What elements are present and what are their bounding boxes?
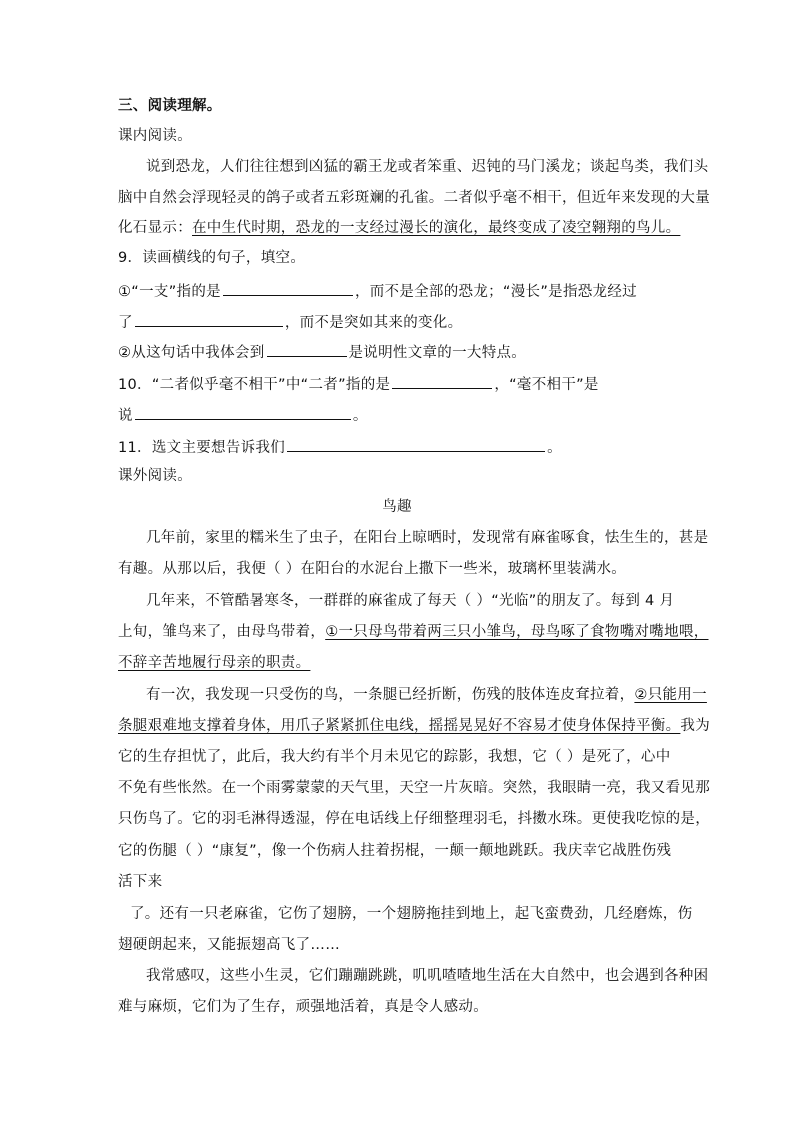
passage2-p2-line-1: 几年来，不管酷暑寒冬，一群群的麻雀成了每天（ ）“光临”的朋友了。每到 4 月 <box>146 593 675 609</box>
passage2-p3-line-6: 它的伤腿（ ）“康复”，像一个伤病人拄着拐棍，一颠一颠地跳跃。我庆幸它战胜伤残 <box>118 843 672 859</box>
passage2-p3-line-2 <box>118 716 710 736</box>
q9-line-2-lead: 了 <box>118 315 133 331</box>
section-title: 三、阅读理解。 <box>118 98 222 114</box>
q9-line-1-lead: ①“一支”指的是 <box>118 284 221 300</box>
passage2-p3-line-2-tail: 我为 <box>680 718 711 734</box>
out-class-reading-label: 课外阅读。 <box>118 468 192 484</box>
q9-line-3-lead: ②从这句话中我体会到 <box>118 345 265 361</box>
passage2-p5-line-2: 难与麻烦，它们为了生存，顽强地活着，真是令人感动。 <box>118 999 488 1015</box>
q10-line-1-tail: ，“毫不相干”是 <box>494 377 599 393</box>
passage1-line-3-lead: 化石显示： <box>118 220 192 236</box>
q9-line-2 <box>118 311 462 333</box>
passage2-p2-line-3: 不辞辛苦地履行母亲的职责。 <box>118 655 311 671</box>
q10-line-2-tail: 。 <box>352 408 368 424</box>
q9-blank-2[interactable] <box>135 311 283 327</box>
passage2-p4-line-2: 翅硬朗起来，又能振翅高飞了…… <box>118 937 340 953</box>
q9-line-1 <box>118 280 637 302</box>
underlined-sentence: 在中生代时期，恐龙的一支经过漫长的演化，最终变成了凌空翱翔的鸟儿。 <box>192 220 681 236</box>
passage2-p3-line-4: 不免有些怅然。在一个雨雾蒙蒙的天气里，天空一片灰暗。突然，我眼睛一亮，我又看见那 <box>118 780 710 796</box>
passage2-p3-line-1-lead: 有一次，我发现一只受伤的鸟，一条腿已经折断，伤残的肢体连皮耷拉着， <box>146 687 635 703</box>
q9-blank-3[interactable] <box>267 341 347 357</box>
q9-title: 9．读画横线的句子，填空。 <box>118 250 306 266</box>
q10-line-2 <box>118 404 368 426</box>
passage2-p3-line-5: 只伤鸟了。它的羽毛淋得透湿，停在电话线上仔细整理羽毛，抖擞水珠。更使我吃惊的是， <box>118 811 710 827</box>
q10-line-1-lead: 10．“二者似乎毫不相干”中“二者”指的是 <box>118 377 391 393</box>
in-class-reading-label: 课内阅读。 <box>118 128 192 144</box>
q11-blank[interactable] <box>287 436 545 452</box>
passage1-line-1: 说到恐龙，人们往往想到凶猛的霸王龙或者笨重、迟钝的马门溪龙；谈起鸟类，我们头 <box>146 159 709 175</box>
passage2-p4-line-1: 了。还有一只老麻雀，它伤了翅膀，一个翅膀拖挂到地上，起飞蛮费劲，几经磨炼，伤 <box>130 906 693 922</box>
q9-line-3 <box>118 341 526 363</box>
underlined-sentence-1: ①一只母鸟带着两三只小雏鸟，母鸟啄了食物嘴对嘴地喂， <box>325 624 709 640</box>
passage2-p3-line-3: 它的生存担忧了，此后，我大约有半个月未见它的踪影，我想，它（ ）是死了，心中 <box>118 749 671 765</box>
passage2-p1-line-2: 有趣。从那以后，我便（ ）在阳台的水泥台上撒下一些米，玻璃杯里装满水。 <box>118 561 627 577</box>
q11-tail: 。 <box>547 440 562 456</box>
q10-line-1 <box>118 373 599 395</box>
q10-blank-1[interactable] <box>392 373 492 389</box>
passage2-title: 鸟趣 <box>382 499 412 515</box>
passage2-p3-line-1 <box>146 685 707 705</box>
passage2-p2-line-2 <box>118 622 709 642</box>
q9-line-3-tail: 是说明性文章的一大特点。 <box>348 345 527 361</box>
passage2-p2-line-2-lead: 上旬，雏鸟来了，由母鸟带着， <box>118 624 326 640</box>
q9-line-1-tail: ，而不是全部的恐龙；“漫长”是指恐龙经过 <box>354 284 637 300</box>
underlined-sentence-2-start: ②只能用一 <box>634 687 707 703</box>
passage2-p1-line-1: 几年前，家里的糯米生了虫子，在阳台上晾晒时，发现常有麻雀啄食，怯生生的，甚是 <box>146 530 709 546</box>
q11-line <box>118 436 562 458</box>
q9-blank-1[interactable] <box>223 280 353 296</box>
underlined-sentence-2-end: 条腿艰难地支撑着身体，用爪子紧紧抓住电线，摇摇晃晃好不容易才使身体保持平衡。 <box>118 718 681 734</box>
passage1-line-2: 脑中自然会浮现轻灵的鸽子或者五彩斑斓的孔雀。二者似乎毫不相干，但近年来发现的大量 <box>118 190 710 206</box>
passage1-line-3 <box>118 218 680 238</box>
passage2-p3-line-7: 活下来 <box>118 874 163 890</box>
q9-line-2-tail: ，而不是突如其来的变化。 <box>284 315 463 331</box>
q10-line-2-lead: 说 <box>118 408 133 424</box>
q11-lead: 11．选文主要想告诉我们 <box>118 440 286 456</box>
passage2-p5-line-1: 我常感叹，这些小生灵，它们蹦蹦跳跳，叽叽喳喳地生活在大自然中，也会遇到各种困 <box>146 968 709 984</box>
q10-blank-2[interactable] <box>135 404 351 420</box>
